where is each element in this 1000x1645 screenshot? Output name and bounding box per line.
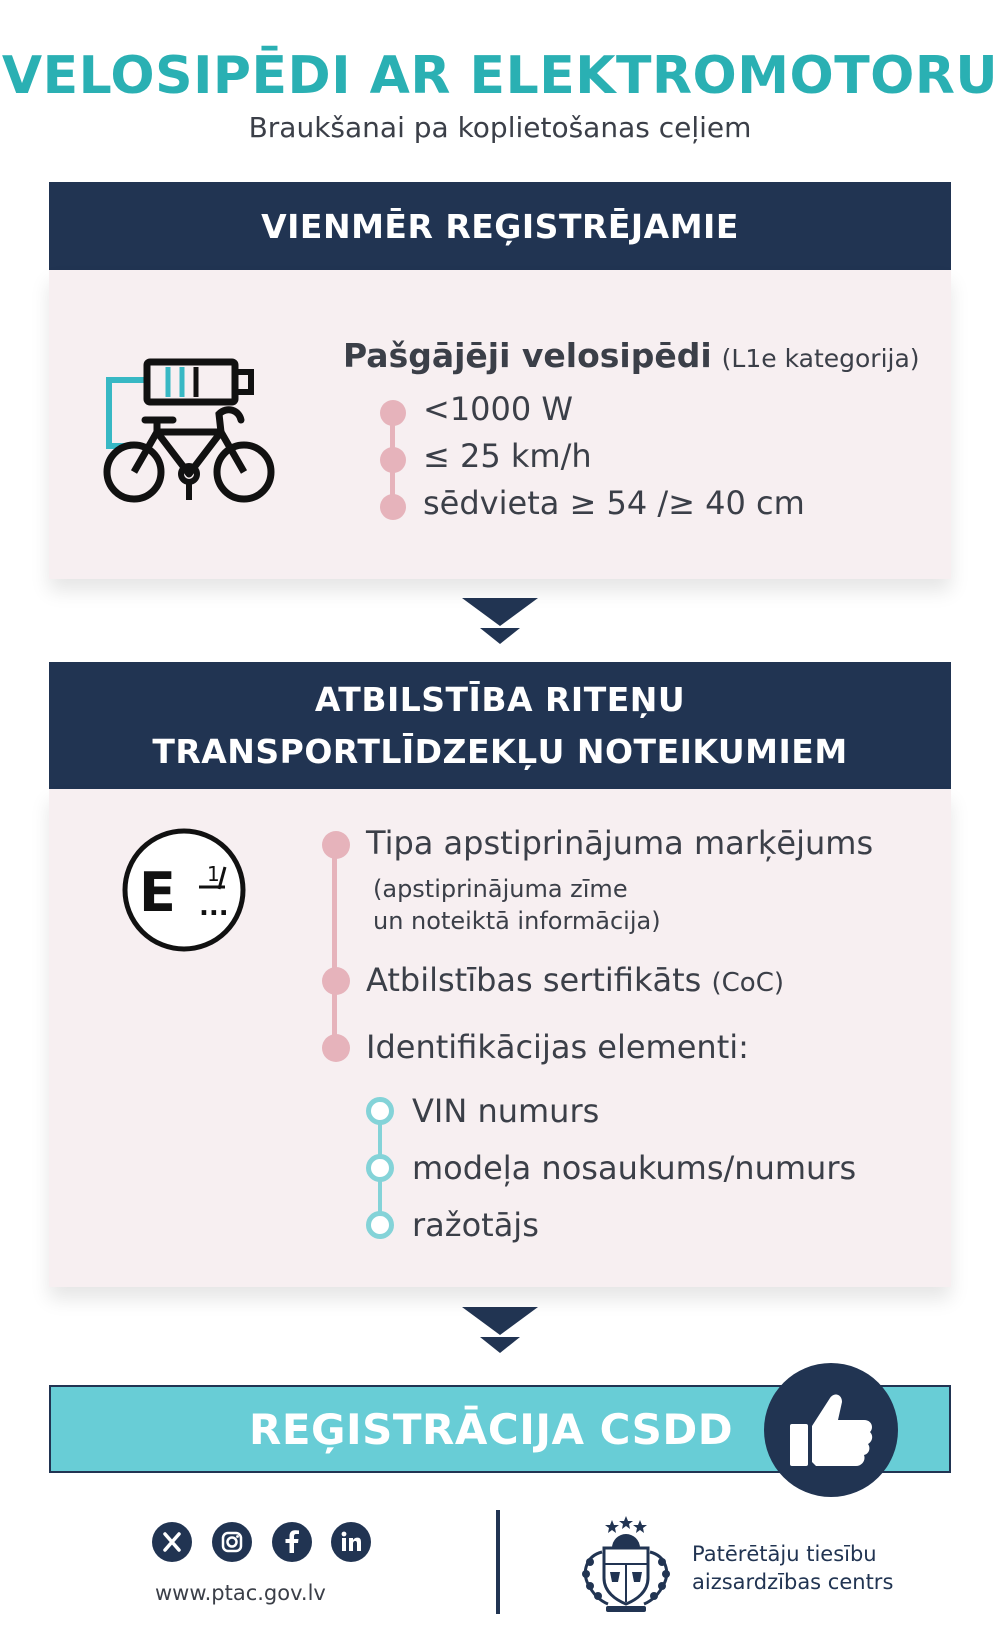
- item-coc: [366, 961, 784, 999]
- x-icon[interactable]: [152, 1522, 192, 1562]
- item-coc-label: Atbilstības sertifikāts: [366, 961, 702, 999]
- bullet-dot: [322, 967, 350, 995]
- criteria-power: <1000 W: [423, 390, 574, 428]
- e-mark-icon: [121, 827, 247, 953]
- sub-bullet-dot: [366, 1154, 394, 1182]
- subitem-model: modeļa nosaukums/numurs: [412, 1149, 857, 1187]
- subitem-vin: VIN numurs: [412, 1092, 600, 1130]
- subitem-manufacturer: ražotājs: [412, 1206, 539, 1244]
- organization-name-line2: aizsardzības centrs: [692, 1570, 894, 1594]
- section1-card: [49, 270, 951, 579]
- item-type-approval: Tipa apstiprinājuma marķējums: [366, 824, 874, 862]
- criteria-seat: sēdvieta ≥ 54 /≥ 40 cm: [423, 484, 805, 522]
- section2-heading: [49, 662, 951, 789]
- bullet-dot: [380, 447, 406, 473]
- bullet-dot: [322, 1034, 350, 1062]
- linkedin-icon[interactable]: [331, 1522, 371, 1562]
- item-coc-suffix: (CoC): [711, 968, 784, 998]
- footer-divider: [496, 1510, 500, 1614]
- page-title: VELOSIPĒDI AR ELEKTROMOTORU: [1, 46, 999, 106]
- bullet-dot: [322, 831, 350, 859]
- item-type-approval-note1: (apstiprinājuma zīme: [373, 875, 628, 903]
- section1-heading: [49, 182, 951, 270]
- chevron-down-icon: [462, 1307, 538, 1355]
- bullet-dot: [380, 494, 406, 520]
- thumbs-up-icon: [764, 1363, 898, 1497]
- facebook-icon[interactable]: [272, 1522, 312, 1562]
- item-type-approval-note2: un noteiktā informācija): [373, 907, 661, 935]
- section1-heading-text: VIENMĒR REĢISTRĒJAMIE: [261, 206, 739, 246]
- bullet-dot: [380, 400, 406, 426]
- item-category: (L1e kategorija): [721, 344, 920, 373]
- sub-bullet-dot: [366, 1097, 394, 1125]
- criteria-speed: ≤ 25 km/h: [423, 437, 592, 475]
- item-title: Pašgājēji velosipēdi: [343, 336, 712, 375]
- organization-name-line1: Patērētāju tiesību: [692, 1542, 877, 1566]
- registration-label: REĢISTRĀCIJA CSDD: [249, 1404, 734, 1454]
- chevron-down-icon: [462, 598, 538, 646]
- electric-bike-icon: [101, 332, 286, 517]
- instagram-icon[interactable]: [212, 1522, 252, 1562]
- item-identification: Identifikācijas elementi:: [366, 1028, 749, 1066]
- items-timeline: [332, 841, 337, 1041]
- latvia-coat-of-arms-icon: [578, 1516, 674, 1614]
- section2-card: [49, 789, 951, 1287]
- item-title-row: [343, 336, 920, 375]
- sub-bullet-dot: [366, 1211, 394, 1239]
- section2-heading-line2: TRANSPORTLĪDZEKĻU NOTEIKUMIEM: [152, 731, 848, 771]
- organization-name: [692, 1540, 893, 1596]
- website-link[interactable]: www.ptac.gov.lv: [155, 1581, 326, 1605]
- section2-heading-line1: ATBILSTĪBA RITEŅU: [314, 679, 686, 719]
- page-subtitle: Braukšanai pa koplietošanas ceļiem: [248, 111, 752, 144]
- e-mark-dots: ...: [199, 892, 229, 922]
- e-mark-number: 1: [207, 862, 220, 886]
- e-mark-letter: E: [139, 861, 176, 924]
